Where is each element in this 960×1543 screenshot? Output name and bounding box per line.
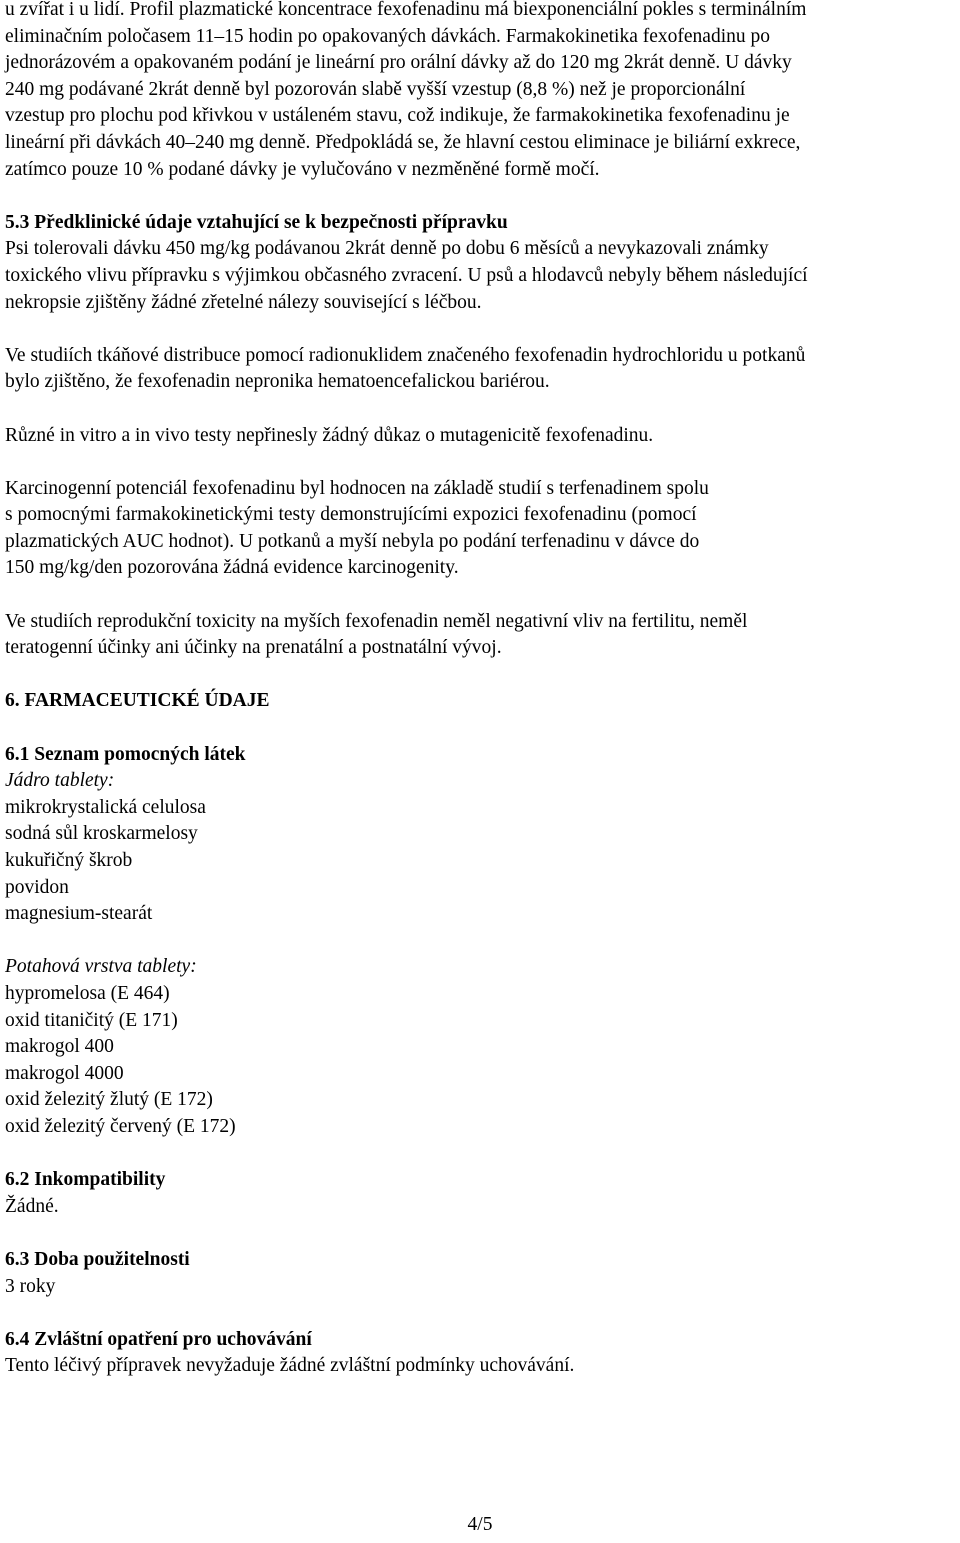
page-number: 4/5 bbox=[467, 1514, 493, 1535]
text-line: vzestup pro plochu pod křivkou v ustáleném stavu, což indikuje, že farmakokinetika fexofenadinu je bbox=[5, 105, 790, 127]
text-line: 240 mg podávané 2krát denně byl pozorován slabě vyšší vzestup (8,8 %) než je proporcionální bbox=[5, 78, 746, 100]
coating-excipient-list bbox=[5, 981, 957, 1141]
text-line: jednorázovém a opakovaném podání je lineární pro orální dávky až do 120 mg 2krát denně. U dávky bbox=[5, 52, 792, 74]
text-line: nekropsie zjištěny žádné zřetelné nálezy související s léčbou. bbox=[5, 291, 482, 313]
section-heading-6-3: 6.3 Doba použitelnosti bbox=[5, 1248, 190, 1270]
list-item: oxid titaničitý (E 171) bbox=[5, 1009, 178, 1031]
section-heading-6-1: 6.1 Seznam pomocných látek bbox=[5, 743, 246, 765]
preclinical-paragraph-1 bbox=[5, 236, 957, 316]
list-item: povidon bbox=[5, 876, 69, 898]
text-line: lineární při dávkách 40–240 mg denně. Předpokládá se, že hlavní cestou eliminace je biliární exkrece, bbox=[5, 131, 801, 153]
list-item: makrogol 4000 bbox=[5, 1062, 124, 1084]
text-line: 150 mg/kg/den pozorována žádná evidence karcinogenity. bbox=[5, 557, 459, 579]
storage-text: Tento léčivý přípravek nevyžaduje žádné zvláštní podmínky uchovávání. bbox=[5, 1355, 575, 1377]
document-page bbox=[5, 0, 957, 1380]
pharmacokinetics-paragraph bbox=[5, 0, 957, 183]
preclinical-paragraph-4 bbox=[5, 476, 957, 582]
list-item: makrogol 400 bbox=[5, 1036, 114, 1058]
text-line: u zvířat i u lidí. Profil plazmatické koncentrace fexofenadinu má biexponenciální pokles s terminálním bbox=[5, 0, 807, 20]
text-line: bylo zjištěno, že fexofenadin nepronika hematoencefalickou bariérou. bbox=[5, 371, 550, 393]
text-line: Ve studiích reprodukční toxicity na myších fexofenadin neměl negativní vliv na fertilitu, neměl bbox=[5, 610, 748, 632]
list-item: sodná sůl kroskarmelosy bbox=[5, 823, 198, 845]
list-item: mikrokrystalická celulosa bbox=[5, 796, 206, 818]
text-line: Karcinogenní potenciál fexofenadinu byl hodnocen na základě studií s terfenadinem spolu bbox=[5, 477, 709, 499]
preclinical-paragraph-3 bbox=[5, 423, 957, 450]
section-heading-6-4: 6.4 Zvláštní opatření pro uchovávání bbox=[5, 1328, 312, 1350]
coating-label: Potahová vrstva tablety: bbox=[5, 956, 197, 978]
core-excipient-list bbox=[5, 795, 957, 928]
list-item: oxid železitý žlutý (E 172) bbox=[5, 1089, 213, 1111]
list-item: oxid železitý červený (E 172) bbox=[5, 1115, 236, 1137]
core-label: Jádro tablety: bbox=[5, 770, 115, 792]
text-line: zatímco pouze 10 % podané dávky je vylučováno v nezměněné formě močí. bbox=[5, 158, 600, 180]
text-line: s pomocnými farmakokinetickými testy demonstrujícími expozici fexofenadinu (pomocí bbox=[5, 504, 697, 526]
text-line: Ve studiích tkáňové distribuce pomocí radionuklidem značeného fexofenadin hydrochloridu u potkanů bbox=[5, 344, 806, 366]
text-line: Různé in vitro a in vivo testy nepřinesly žádný důkaz o mutagenicitě fexofenadinu. bbox=[5, 424, 654, 446]
preclinical-paragraph-5 bbox=[5, 609, 957, 662]
list-item: hypromelosa (E 464) bbox=[5, 982, 170, 1004]
section-heading-6: 6. FARMACEUTICKÉ ÚDAJE bbox=[5, 690, 270, 712]
text-line: teratogenní účinky ani účinky na prenatální a postnatální vývoj. bbox=[5, 637, 502, 659]
section-heading-5-3: 5.3 Předklinické údaje vztahující se k bezpečnosti přípravku bbox=[5, 211, 508, 233]
text-line: plazmatických AUC hodnot). U potkanů a myší nebyla po podání terfenadinu v dávce do bbox=[5, 530, 700, 552]
section-heading-6-2: 6.2 Inkompatibility bbox=[5, 1169, 166, 1191]
text-line: Psi tolerovali dávku 450 mg/kg podávanou 2krát denně po dobu 6 měsíců a nevykazovali známky bbox=[5, 238, 769, 260]
list-item: magnesium-stearát bbox=[5, 903, 153, 925]
text-line: toxického vlivu přípravku s výjimkou občasného zvracení. U psů a hlodavců nebyly během následující bbox=[5, 264, 808, 286]
incompatibility-text: Žádné. bbox=[5, 1195, 59, 1217]
text-line: eliminačním poločasem 11–15 hodin po opakovaných dávkách. Farmakokinetika fexofenadinu po bbox=[5, 25, 770, 47]
list-item: kukuřičný škrob bbox=[5, 850, 133, 871]
preclinical-paragraph-2 bbox=[5, 343, 957, 396]
shelf-life-text: 3 roky bbox=[5, 1275, 56, 1297]
